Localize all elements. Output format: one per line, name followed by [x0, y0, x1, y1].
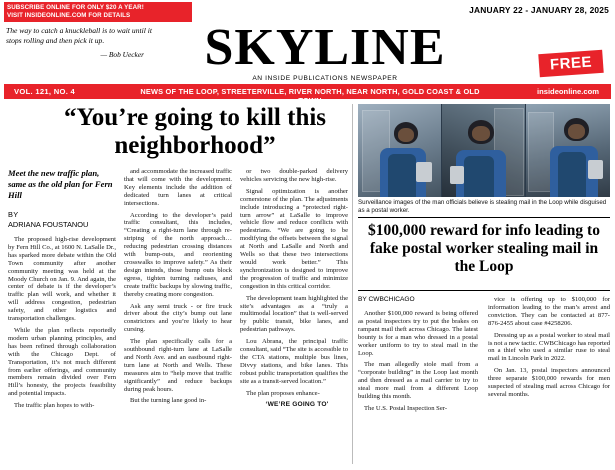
paragraph: Lou Abrana, the principal traffic consultant, said “The site is accessible to the CTA stations, multiple bus lines, Divvy stations, and bike lanes. This robust public transportation qualifies the site as a transit-served location.” — [240, 338, 348, 385]
article-column-2 — [124, 168, 232, 464]
rule-above-reward-headline — [358, 217, 610, 218]
paragraph: The man allegedly stole mail from a “corporate building” in the Loop last month and then dressed as a mail carrier to try to steal more mail from a different Loop building this month. — [358, 361, 478, 401]
paragraph: The development team highlighted the site’s advantages as a “truly a multimodal location” that is well-served by public transit, bike lanes, and pedestrian pathways. — [240, 294, 348, 334]
paragraph: While the plan reflects reportedly modern urban planning principles, and has been refined through collaboration with the Chicago Dept. of Transportation, it’s not much different from earlier offerings, and community members remain divided over Fern Hill’s honesty, the projects feasibility and potential impacts. — [8, 326, 116, 398]
volume-number: VOL. 121, NO. 4 — [14, 87, 76, 96]
paragraph: Another $100,000 reward is being offered as postal inspectors try to put the brakes on rampant mail theft across Chicago. The latest bounty is for a man who dressed in a postal worker uniform to try to steal mail in the Loop. — [358, 310, 478, 357]
paragraph: The plan proposes enhance- — [246, 389, 320, 397]
paragraph: and accommodate the increased traffic that will come with the development. Key elements include the addition of dedicated turn lanes at critical intersections. — [124, 168, 232, 207]
promo-line-2: VISIT INSIDEONLINE.COM FOR DETAILS — [7, 12, 131, 19]
surveillance-frame-1 — [358, 104, 441, 197]
paragraph: Ask any semi truck - or fire truck driver about the city’s bump out lane constrictors and you’re likely to hear cursing. — [124, 302, 232, 334]
quote-text: The way to catch a knuckleball is to wait until it stops rolling and then pick it up. — [6, 26, 152, 45]
page-title: “You’re going to kill this neighborhood” — [63, 104, 327, 159]
folio-bar — [4, 84, 611, 105]
free-badge: FREE — [538, 50, 603, 77]
surveillance-frame-3 — [526, 104, 610, 197]
paragraph: The traffic plan hopes to with- — [14, 402, 95, 410]
surveillance-frame-2 — [442, 104, 525, 197]
reward-column-1 — [358, 310, 478, 464]
website-link[interactable]: insideonline.com — [536, 87, 599, 96]
surveillance-photo-strip — [358, 104, 610, 197]
paragraph: The U.S. Postal Inspection Ser- — [364, 404, 448, 412]
reward-byline: BY CWBCHICAGO — [358, 296, 415, 303]
story-byline — [8, 210, 116, 230]
paragraph: The plan specifically calls for a southbound right-turn lane at LaSalle and North Ave. and an eastbound right-turn lane at North and Wells. These measures aim to “help move that traffic significantly” and reduce backups during peak hours. — [124, 338, 232, 393]
promo-line-1: SUBSCRIBE ONLINE FOR ONLY $20 A YEAR! — [7, 4, 144, 11]
paragraph: The proposed high-rise development by Fern Hill Co., at 1600 N. LaSalle Dr., has sparked more debate within the Old Town community after another community meeting was held at the Moody Church on Jan. 9. And again, the center of debate is if the developer’s traffic plan will work, and whether it will address congestion, pedestrian safety, and other logistics and transportation challenges. — [8, 236, 116, 323]
reward-column-2 — [488, 296, 610, 464]
publication-title: SKYLINE — [204, 19, 446, 76]
story-deck: Meet the new traffic plan, same as the old plan for Fern Hill — [8, 168, 113, 200]
paragraph: vice is offering up to $100,000 for information leading to the man’s arrest and conviction. They can be contacted at 877-876-2455 about case #4258206. — [488, 296, 610, 327]
section-subhead: ‘WE’RE GOING TO' — [265, 401, 329, 409]
paragraph: According to the developer’s paid traffic consultant, this includes, “Creating a right-turn lane through re-striping of the north approach… reducing pedestrian crossing distances with bump-outs, and reorienting crosswalks to improve safety.” As their design intends, those bump outs block egress, tighten turning radiuses, and create traffic backups by slowing traffic, thereby creating more congestion. — [124, 211, 232, 298]
byline-author: ADRIANA FOUSTANOU — [8, 220, 89, 229]
masthead — [160, 19, 490, 82]
column-divider — [352, 104, 353, 464]
coverage-area: NEWS OF THE LOOP, STREETERVILLE, RIVER NORTH, NEAR NORTH, GOLD COAST & OLD TOWN — [140, 87, 480, 105]
issue-date: JANUARY 22 - JANUARY 28, 2025 — [469, 5, 609, 15]
paragraph: Signal optimization is another cornerstone of the plan. The adjustments include introducing a “protected right-turn arrow” at LaSalle to improve vehicle flow and reduce conflicts with pedestrians. “We are going to be modifying the offsets between the signal at North and LaSalle and North and Wells so that these two intersections would work better.” This synchronization is designed to improve the progression of traffic and minimize congestion in this critical corridor. — [240, 187, 348, 290]
byline-label: BY — [8, 210, 19, 219]
reward-headline: $100,000 reward for info leading to fake postal worker stealing mail in the Loop — [368, 222, 600, 275]
article-column-3 — [240, 168, 348, 464]
rule-below-reward-headline — [358, 290, 610, 291]
publication-tagline: AN INSIDE PUBLICATIONS NEWSPAPER — [252, 75, 398, 82]
paragraph: On Jan. 13, postal inspectors announced three separate $100,000 rewards for men suspected of stealing mail across Chicago for several months. — [488, 367, 610, 398]
article-column-1 — [8, 236, 116, 464]
subscribe-promo[interactable] — [4, 2, 192, 22]
paragraph: Dressing up as a postal worker to steal mail is not a new tactic. CWBChicago has reported on a thief who used a similar ruse to steal mail in Lincoln Park in 2022. — [488, 331, 610, 363]
paragraph: or two double-parked delivery vehicles servicing the new high-rise. — [240, 168, 348, 183]
paragraph: But the turning lane good in- — [130, 397, 207, 405]
quote-of-the-week — [6, 26, 156, 60]
quote-attribution: — Bob Uecker — [100, 50, 144, 59]
photo-caption: Surveillance images of the man officials believe is stealing mail in the Loop while disguised as a postal worker. — [358, 199, 607, 214]
